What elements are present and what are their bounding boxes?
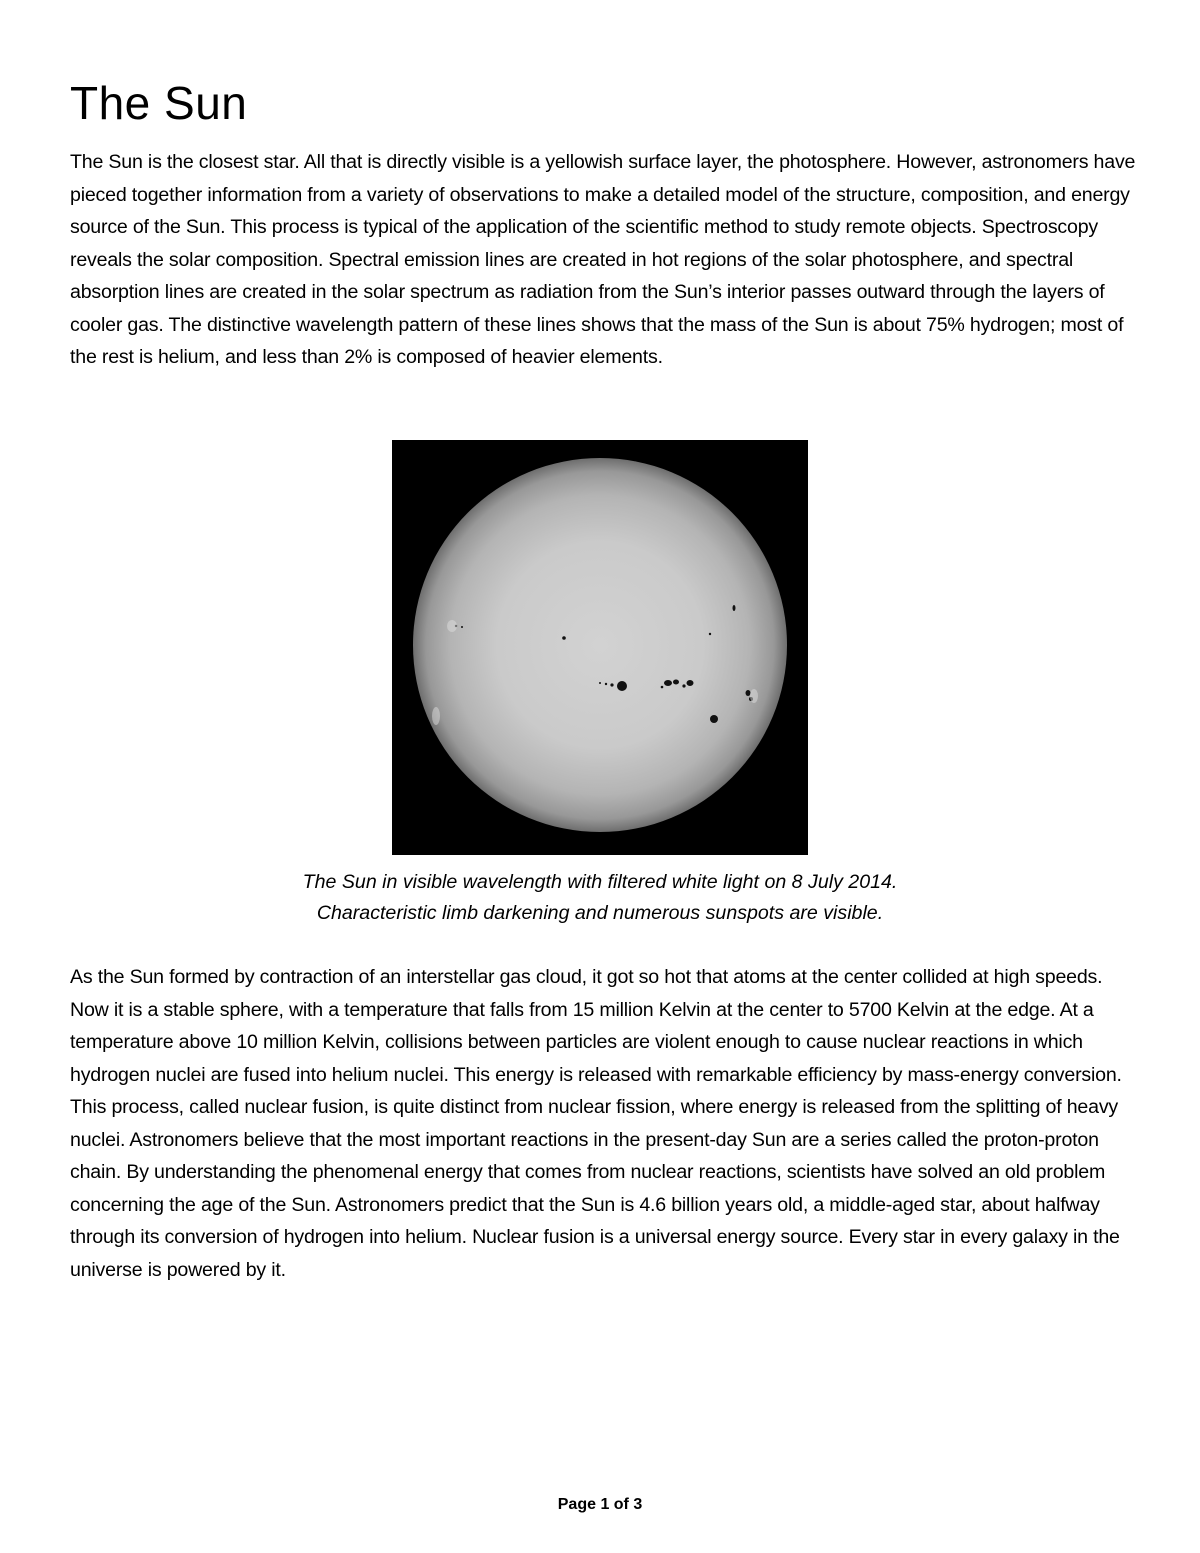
- paragraph-intro: The Sun is the closest star. All that is directly visible is a yellowish surface layer, the photosphere. However, astronomers have pieced together information from a variety of observations to make a detailed model of the structure, composition, and energy source of the Sun. This process is typical of the application of the scientific method to study remote objects. Spectroscopy reveals the solar composition. Spectral emission lines are created in hot regions of the solar photosphere, and spectral absorption lines are created in the solar spectrum as radiation from the Sun’s interior passes outward through the layers of cooler gas. The distinctive wavelength pattern of these lines shows that the mass of the Sun is about 75% hydrogen; most of the rest is helium, and less than 2% is composed of heavier elements.: [70, 151, 1136, 368]
- sun-disk: [413, 458, 787, 832]
- sun-image: [392, 440, 808, 855]
- page-title: The Sun: [70, 77, 248, 129]
- page-number: Page 1 of 3: [557, 1496, 643, 1513]
- paragraph-fusion: As the Sun formed by contraction of an interstellar gas cloud, it got so hot that atoms at the center collided at high speeds. Now it is a stable sphere, with a temperature that falls from 15 million Kelvin at the center to 5700 Kelvin at the edge. At a temperature above 10 million Kelvin, collisions between particles are violent enough to cause nuclear reactions in which hydrogen nuclei are fused into helium nuclei. This energy is released with remarkable efficiency by mass-energy conversion. This process, called nuclear fusion, is quite distinct from nuclear fission, where energy is released from the splitting of heavy nuclei. Astronomers believe that the most important reactions in the present-day Sun are a series called the proton-proton chain. By understanding the phenomenal energy that comes from nuclear reactions, scientists have solved an old problem concerning the age of the Sun. Astronomers predict that the Sun is 4.6 billion years old, a middle-aged star, about halfway through its conversion of hydrogen into helium. Nuclear fusion is a universal energy source. Every star in every galaxy in the universe is powered by it.: [70, 966, 1122, 1281]
- caption-line-1: The Sun in visible wavelength with filtered white light on 8 July 2014.: [302, 871, 898, 893]
- figure-caption: [70, 867, 1130, 929]
- sun-photo-illustration: [392, 440, 808, 855]
- caption-line-2: Characteristic limb darkening and numerous sunspots are visible.: [316, 902, 884, 924]
